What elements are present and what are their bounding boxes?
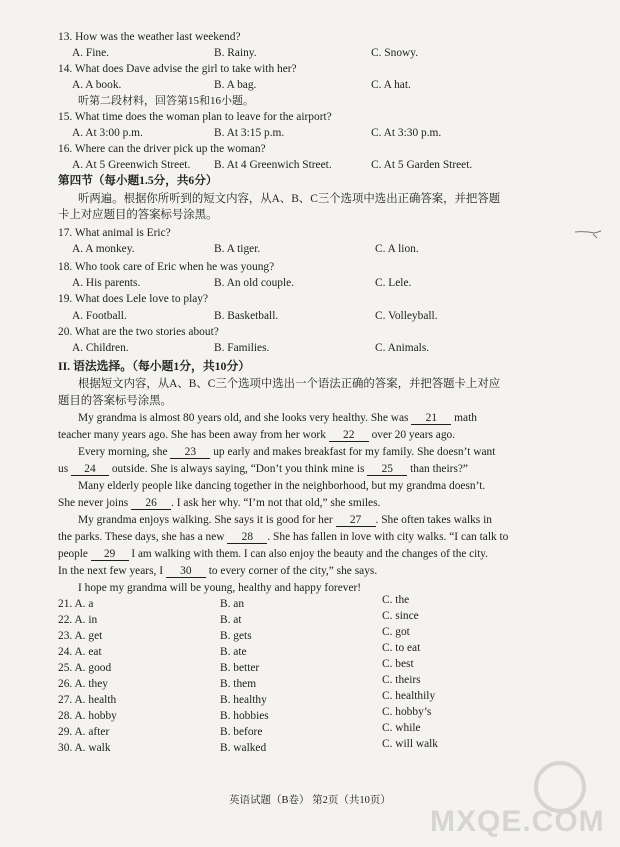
q14-option-b: B. A bag. xyxy=(214,79,257,91)
q18-option-b: B. An old couple. xyxy=(214,277,295,289)
grammar-instruction-1: 根据短文内容，从A、B、C三个选项中选出一个语法正确的答案，并把答题卡上对应 xyxy=(78,378,501,390)
option-a: 28. A. hobby xyxy=(58,710,117,722)
section4-instruction-1: 听两遍。根据你所听到的短文内容，从A、B、C三个选项中选出正确答案，并把答题 xyxy=(78,193,501,205)
q16-option-a: A. At 5 Greenwich Street. xyxy=(72,159,191,171)
blank-30: 30 xyxy=(166,565,206,578)
q17-option-c: C. A lion. xyxy=(375,243,419,255)
q13-option-b: B. Rainy. xyxy=(214,47,257,59)
blank-23: 23 xyxy=(170,446,210,459)
option-b: B. them xyxy=(220,678,257,690)
option-c: C. to eat xyxy=(382,642,421,654)
option-c: C. since xyxy=(382,610,419,622)
q14-option-c: C. A hat. xyxy=(371,79,411,91)
passage-line: teacher many years ago. She has been away from her work 22 over 20 years ago. xyxy=(58,429,456,441)
part2-note: 听第二段材料，回答第15和16小题。 xyxy=(78,95,254,107)
blank-24: 24 xyxy=(71,463,109,476)
question-17: 17. What animal is Eric? xyxy=(58,227,171,239)
section4-title: 第四节（每小题1.5分，共6分） xyxy=(58,174,218,187)
q19-option-c: C. Volleyball. xyxy=(375,310,438,322)
passage-line: She never joins 26 . I ask her why. “I’m not that old,” she smiles. xyxy=(58,497,381,509)
q14-option-a: A. A book. xyxy=(72,79,122,91)
option-a: 23. A. get xyxy=(58,630,103,642)
q16-option-b: B. At 4 Greenwich Street. xyxy=(214,159,332,171)
question-15: 15. What time does the woman plan to leave for the airport? xyxy=(58,111,332,123)
option-b: B. at xyxy=(220,614,242,626)
option-a: 26. A. they xyxy=(58,678,108,690)
page-footer: 英语试题（B卷） 第2页（共10页） xyxy=(229,795,391,806)
watermark-logo xyxy=(430,761,605,843)
watermark-text: MXQE.COM xyxy=(430,805,605,838)
question-19: 19. What does Lele love to play? xyxy=(58,293,209,305)
blank-29: 29 xyxy=(91,548,129,561)
option-c: C. best xyxy=(382,658,414,670)
blank-27: 27 xyxy=(336,514,376,527)
q19-option-a: A. Football. xyxy=(72,310,127,322)
passage-line: My grandma is almost 80 years old, and she looks very healthy. She was 21 math xyxy=(78,412,477,424)
question-13: 13. How was the weather last weekend? xyxy=(58,31,241,43)
q19-option-b: B. Basketball. xyxy=(214,310,279,322)
option-a: 21. A. a xyxy=(58,598,94,610)
blank-21: 21 xyxy=(411,412,451,425)
option-b: B. an xyxy=(220,598,245,610)
blank-26: 26 xyxy=(131,497,171,510)
q15-option-b: B. At 3:15 p.m. xyxy=(214,127,285,139)
option-b: B. healthy xyxy=(220,694,267,706)
q13-option-a: A. Fine. xyxy=(72,47,110,59)
passage-line: In the next few years, I 30 to every corner of the city,” she says. xyxy=(58,565,378,577)
option-b: B. before xyxy=(220,726,263,738)
q17-option-b: B. A tiger. xyxy=(214,243,261,255)
q16-option-c: C. At 5 Garden Street. xyxy=(371,159,473,171)
q13-option-c: C. Snowy. xyxy=(371,47,419,59)
option-b: B. walked xyxy=(220,742,267,754)
passage-line: us 24 outside. She is always saying, “Don’t you think mine is 25 than theirs?” xyxy=(58,463,468,475)
grammar-instruction-2: 题目的答案标号涂黑。 xyxy=(58,395,172,407)
passage-line: Many elderly people like dancing together in the neighborhood, but my grandma doesn’t. xyxy=(78,480,486,492)
option-a: 27. A. health xyxy=(58,694,117,706)
passage-line: the parks. These days, she has a new 28 . She has fallen in love with city walks. “I can talk to xyxy=(58,531,509,543)
q20-option-c: C. Animals. xyxy=(375,342,430,354)
option-c: C. will walk xyxy=(382,738,439,750)
option-a: 24. A. eat xyxy=(58,646,102,658)
option-c: C. healthily xyxy=(382,690,436,702)
blank-22: 22 xyxy=(329,429,369,442)
option-c: C. hobby’s xyxy=(382,706,432,718)
question-14: 14. What does Dave advise the girl to take with her? xyxy=(58,63,297,75)
option-a: 22. A. in xyxy=(58,614,98,626)
option-b: B. gets xyxy=(220,630,252,642)
passage-line: Every morning, she 23 up early and makes breakfast for my family. She doesn’t want xyxy=(78,446,496,458)
passage-line: I hope my grandma will be young, healthy and happy forever! xyxy=(78,582,362,594)
q15-option-c: C. At 3:30 p.m. xyxy=(371,127,442,139)
blank-25: 25 xyxy=(367,463,407,476)
option-c: C. while xyxy=(382,722,421,734)
option-a: 25. A. good xyxy=(58,662,112,674)
question-18: 18. Who took care of Eric when he was young? xyxy=(58,261,275,273)
option-c: C. got xyxy=(382,626,410,638)
passage-line: people 29 I am walking with them. I can also enjoy the beauty and the changes of the city. xyxy=(58,548,488,560)
pen-mark-icon xyxy=(573,227,603,241)
q18-option-c: C. Lele. xyxy=(375,277,412,289)
question-20: 20. What are the two stories about? xyxy=(58,326,219,338)
option-c: C. theirs xyxy=(382,674,421,686)
option-a: 30. A. walk xyxy=(58,742,111,754)
q20-option-b: B. Families. xyxy=(214,342,270,354)
q18-option-a: A. His parents. xyxy=(72,277,141,289)
blank-28: 28 xyxy=(227,531,267,544)
option-b: B. hobbies xyxy=(220,710,269,722)
q17-option-a: A. A monkey. xyxy=(72,243,135,255)
option-b: B. ate xyxy=(220,646,247,658)
question-16: 16. Where can the driver pick up the woman? xyxy=(58,143,266,155)
passage-line: My grandma enjoys walking. She says it is good for her 27 . She often takes walks in xyxy=(78,514,492,526)
grammar-title: II. 语法选择。（每小题1分，共10分） xyxy=(58,359,251,373)
option-a: 29. A. after xyxy=(58,726,110,738)
option-b: B. better xyxy=(220,662,260,674)
q15-option-a: A. At 3:00 p.m. xyxy=(72,127,143,139)
option-c: C. the xyxy=(382,594,410,606)
q20-option-a: A. Children. xyxy=(72,342,129,354)
section4-instruction-2: 卡上对应题目的答案标号涂黑。 xyxy=(58,209,218,221)
